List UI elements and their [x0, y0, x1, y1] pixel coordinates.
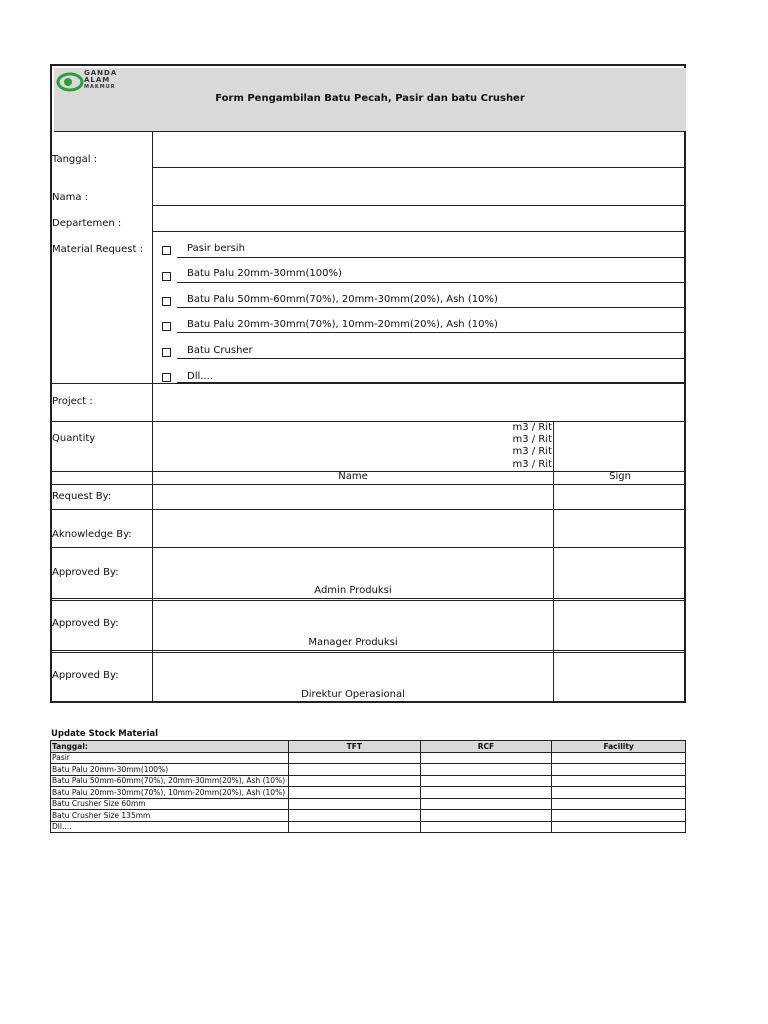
row-line-nama: [153, 205, 685, 206]
role-direktur-operasional: Direktur Operasional: [301, 689, 405, 700]
checkbox-batu-crusher[interactable]: [162, 348, 171, 357]
checkbox-dll[interactable]: [162, 373, 171, 382]
logo-line-1: GANDA: [84, 69, 118, 77]
stock-header-row: [51, 741, 686, 753]
stock-row-label: Batu Crusher Size 135mm: [51, 810, 289, 822]
stock-row-label: Batu Palu 50mm-60mm(70%), 20mm-30mm(20%), Ash (10%): [51, 775, 289, 787]
column-sign: Sign: [609, 471, 631, 482]
sign-column-divider: [553, 421, 554, 701]
table-row: [51, 764, 686, 776]
row-line-header: [52, 484, 686, 485]
row-line-approved-2: [52, 650, 686, 651]
label-nama: Nama :: [52, 192, 89, 203]
stock-row-label: Pasir: [51, 752, 289, 764]
stock-cell-facility[interactable]: [552, 775, 686, 787]
stock-cell-rcf[interactable]: [420, 775, 552, 787]
label-project: Project :: [52, 396, 93, 407]
checkbox-batu-palu-50-60[interactable]: [162, 297, 171, 306]
label-approved-by-3: Approved By:: [52, 670, 119, 681]
table-row: [51, 775, 686, 787]
label-request-by: Request By:: [52, 491, 112, 502]
option-batu-palu-20-30: Batu Palu 20mm-30mm(70%), 10mm-20mm(20%), Ash (10%): [187, 319, 498, 330]
option-line-2: [177, 282, 685, 283]
row-line-approved-1: [52, 598, 686, 599]
option-batu-crusher: Batu Crusher: [187, 345, 253, 356]
stock-cell-rcf[interactable]: [420, 810, 552, 822]
stock-row-label: Batu Palu 20mm-30mm(100%): [51, 764, 289, 776]
stock-cell-rcf[interactable]: [420, 752, 552, 764]
option-pasir-bersih: Pasir bersih: [187, 243, 245, 254]
label-quantity: Quantity: [52, 433, 96, 444]
stock-cell-tft[interactable]: [288, 752, 420, 764]
row-line-project: [52, 421, 686, 422]
form-header: [54, 68, 686, 132]
option-line-1: [177, 257, 685, 258]
stock-header-rcf: RCF: [420, 741, 552, 753]
stock-cell-tft[interactable]: [288, 798, 420, 810]
label-material-request: Material Request :: [52, 244, 143, 255]
table-row: [51, 821, 686, 833]
stock-header-tanggal: Tanggal:: [51, 741, 289, 753]
label-column-divider: [152, 131, 153, 701]
company-logo: [56, 70, 146, 94]
stock-cell-facility[interactable]: [552, 787, 686, 799]
option-dll: Dll....: [187, 371, 213, 382]
stock-cell-tft[interactable]: [288, 775, 420, 787]
quantity-unit-4: m3 / Rit: [512, 459, 552, 470]
label-tanggal: Tanggal :: [52, 154, 98, 165]
quantity-unit-2: m3 / Rit: [512, 434, 552, 445]
logo-line-3: MAKMUR: [84, 84, 116, 90]
label-aknowledge-by: Aknowledge By:: [52, 529, 132, 540]
label-departemen: Departemen :: [52, 218, 122, 229]
stock-cell-tft[interactable]: [288, 787, 420, 799]
logo-text: [84, 70, 117, 91]
stock-cell-rcf[interactable]: [420, 787, 552, 799]
label-approved-by-1: Approved By:: [52, 567, 119, 578]
quantity-unit-1: m3 / Rit: [512, 422, 552, 433]
row-line-aknowledge: [52, 547, 686, 548]
quantity-unit-3: m3 / Rit: [512, 446, 552, 457]
stock-title: Update Stock Material: [51, 729, 159, 739]
row-line-approved-2b: [52, 652, 686, 653]
stock-cell-tft[interactable]: [288, 764, 420, 776]
checkbox-pasir-bersih[interactable]: [162, 246, 171, 255]
stock-cell-facility[interactable]: [552, 752, 686, 764]
option-batu-palu-100: Batu Palu 20mm-30mm(100%): [187, 268, 342, 279]
row-line-tanggal: [153, 167, 685, 168]
option-line-6: [177, 382, 685, 383]
row-line-departemen: [153, 231, 685, 232]
form-title: Form Pengambilan Batu Pecah, Pasir dan batu Crusher: [215, 93, 525, 104]
stock-header-facility: Facility: [552, 741, 686, 753]
option-batu-palu-50-60: Batu Palu 50mm-60mm(70%), 20mm-30mm(20%), Ash (10%): [187, 294, 498, 305]
option-line-3: [177, 307, 685, 308]
stock-row-label: Batu Palu 20mm-30mm(70%), 10mm-20mm(20%), Ash (10%): [51, 787, 289, 799]
column-name: Name: [338, 471, 368, 482]
checkbox-batu-palu-20-30[interactable]: [162, 322, 171, 331]
stock-cell-facility[interactable]: [552, 798, 686, 810]
stock-cell-rcf[interactable]: [420, 764, 552, 776]
stock-cell-facility[interactable]: [552, 810, 686, 822]
option-line-5: [177, 358, 685, 359]
role-admin-produksi: Admin Produksi: [314, 585, 392, 596]
table-row: [51, 810, 686, 822]
row-line-request: [52, 509, 686, 510]
stock-cell-rcf[interactable]: [420, 798, 552, 810]
logo-line-2: ALAM: [84, 76, 111, 84]
option-line-4: [177, 332, 685, 333]
stock-cell-facility[interactable]: [552, 764, 686, 776]
table-row: [51, 787, 686, 799]
label-approved-by-2: Approved By:: [52, 618, 119, 629]
logo-swoosh-icon: [56, 70, 86, 94]
stock-cell-facility[interactable]: [552, 821, 686, 833]
stock-cell-tft[interactable]: [288, 821, 420, 833]
stock-table: [50, 740, 686, 833]
row-line-material: [52, 383, 686, 384]
table-row: [51, 752, 686, 764]
stock-cell-tft[interactable]: [288, 810, 420, 822]
stock-row-label: Dll....: [51, 821, 289, 833]
stock-header-tft: TFT: [288, 741, 420, 753]
table-row: [51, 798, 686, 810]
row-line-approved-1b: [52, 600, 686, 601]
request-form: [50, 64, 686, 703]
role-manager-produksi: Manager Produksi: [308, 637, 398, 648]
checkbox-batu-palu-100[interactable]: [162, 272, 171, 281]
stock-cell-rcf[interactable]: [420, 821, 552, 833]
stock-row-label: Batu Crusher Size 60mm: [51, 798, 289, 810]
